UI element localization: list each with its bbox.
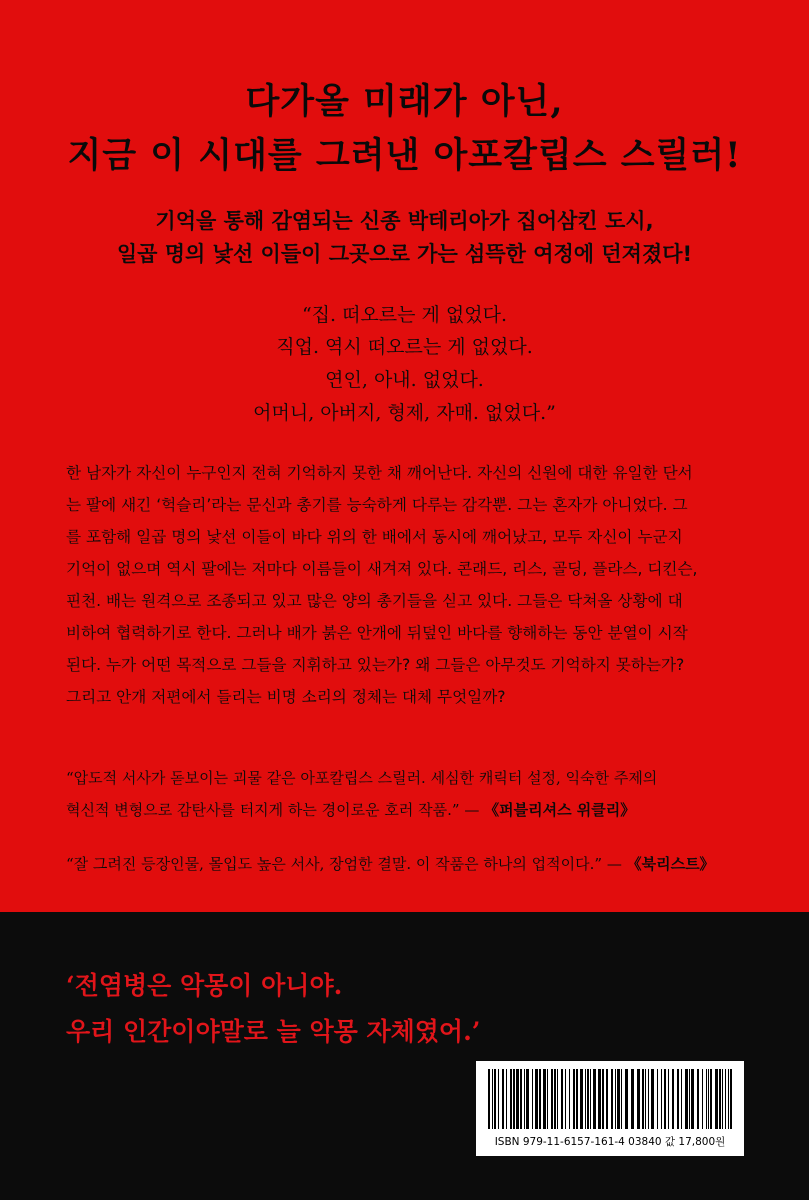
barcode-bar (697, 1069, 699, 1129)
barcode-bar (606, 1069, 608, 1129)
barcode-bar (637, 1069, 640, 1129)
barcode-bar (708, 1069, 709, 1129)
barcode-bar (689, 1069, 690, 1129)
synopsis-line: 비하여 협력하기로 한다. 그러나 배가 붉은 안개에 뒤덮인 바다를 향해하는 동안 분열이 시작 (66, 624, 688, 642)
barcode-bar (710, 1069, 712, 1129)
barcode-bar (502, 1069, 504, 1129)
barcode-bar (706, 1069, 707, 1129)
synopsis-line: 된다. 누가 어떤 목적으로 그들을 지휘하고 있는가? 왜 그들은 아무것도 기억하지 못하는가? (66, 656, 685, 674)
synopsis-line: 그리고 안개 저편에서 들리는 비명 소리의 정체는 대체 무엇일까? (66, 688, 506, 706)
barcode-bar (554, 1069, 556, 1129)
barcode-bar (672, 1069, 674, 1129)
barcode-bar (590, 1069, 591, 1129)
barcode-bar (715, 1069, 718, 1129)
barcode-bar (725, 1069, 726, 1129)
review-1-source: 《퍼블리셔스 위클리》 (484, 801, 636, 819)
synopsis-line: 핀천. 배는 원격으로 조종되고 있고 많은 양의 총기들을 싣고 있다. 그들은 닥쳐올 상황에 대 (66, 592, 683, 610)
barcode-bar (598, 1069, 601, 1129)
barcode-bar (526, 1069, 529, 1129)
barcode-bar (585, 1069, 586, 1129)
barcode-bar (524, 1069, 525, 1129)
barcode-bar (685, 1069, 688, 1129)
barcode-bar (492, 1069, 493, 1129)
review-2 (66, 853, 756, 874)
barcode-bar (587, 1069, 589, 1129)
closing-quote-line-1: ‘전염병은 악몽이 아니야. (66, 971, 343, 1000)
barcode-bar (573, 1069, 575, 1129)
closing-quote-line-2: 우리 인간이야말로 늘 악몽 자체였어.’ (66, 1017, 481, 1046)
review-1-line-2 (66, 799, 756, 820)
barcode-panel (476, 1061, 744, 1156)
barcode-bar (691, 1069, 694, 1129)
barcode-bar (664, 1069, 666, 1129)
synopsis-line: 를 포함해 일곱 명의 낯선 이들이 바다 위의 한 배에서 동시에 깨어났고, 모두 자신이 누군지 (66, 528, 683, 546)
barcode-bar (611, 1069, 613, 1129)
poem-line: “집. 떠오르는 게 없었다. (301, 304, 508, 326)
barcode-bar (569, 1069, 570, 1129)
barcode-bar (510, 1069, 512, 1129)
barcode-bar (488, 1069, 490, 1129)
barcode-bar (547, 1069, 548, 1129)
barcode-bar (617, 1069, 620, 1129)
barcode-bar (576, 1069, 578, 1129)
review-1-text: 혁신적 변형으로 감탄사를 터지게 하는 경이로운 호러 작품.” — (66, 801, 485, 819)
poem-line: 직업. 역시 떠오르는 게 없었다. (276, 336, 533, 358)
barcode-bar (677, 1069, 679, 1129)
barcode-bar (516, 1069, 519, 1129)
synopsis-line: 기억이 없으며 역시 팔에는 저마다 이름들이 새겨져 있다. 콘래드, 리스, 골딩, 플라스, 디킨슨, (66, 560, 698, 578)
barcode-bar (625, 1069, 628, 1129)
barcode-bar (513, 1069, 515, 1129)
barcode-bar (561, 1069, 563, 1129)
barcode-bar (532, 1069, 533, 1129)
barcode-bar (615, 1069, 616, 1129)
barcode-bar (539, 1069, 541, 1129)
barcode-icon (488, 1069, 732, 1129)
barcode-bar (651, 1069, 654, 1129)
barcode-bar (593, 1069, 596, 1129)
black-panel (0, 912, 809, 1200)
barcode-bar (621, 1069, 622, 1129)
headline-line-1: 다가올 미래가 아닌, (245, 81, 564, 122)
barcode-bar (565, 1069, 566, 1129)
barcode-bar (602, 1069, 604, 1129)
barcode-bar (722, 1069, 723, 1129)
barcode-bar (648, 1069, 649, 1129)
barcode-bar (668, 1069, 669, 1129)
barcode-bar (657, 1069, 658, 1129)
barcode-bar (730, 1069, 732, 1129)
barcode-bar (520, 1069, 522, 1129)
review-1-line-1: “압도적 서사가 돋보이는 괴물 같은 아포칼립스 스릴러. 세심한 캐릭터 설정, 익숙한 주제의 (66, 769, 658, 787)
barcode-bar (535, 1069, 538, 1129)
barcode-bar (498, 1069, 499, 1129)
barcode-bar (661, 1069, 662, 1129)
barcode-bar (681, 1069, 682, 1129)
review-2-text: “잘 그려진 등장인물, 몰입도 높은 서사, 장엄한 결말. 이 작품은 하나의 업적이다.” — (66, 855, 627, 873)
barcode-bar (642, 1069, 644, 1129)
synopsis-line: 는 팔에 새긴 ‘헉슬리’라는 문신과 총기를 능숙하게 다루는 감각뿐. 그는 혼자가 아니었다. 그 (66, 496, 688, 514)
barcode-bar (543, 1069, 546, 1129)
barcode-bar (702, 1069, 703, 1129)
barcode-bar (551, 1069, 553, 1129)
barcode-bar (645, 1069, 646, 1129)
synopsis-line: 한 남자가 자신이 누구인지 전혀 기억하지 못한 채 깨어난다. 자신의 신원에 대한 유일한 단서 (66, 464, 693, 482)
barcode-bar (494, 1069, 496, 1129)
barcode-bar (631, 1069, 634, 1129)
subheadline-line-2: 일곱 명의 낯선 이들이 그곳으로 가는 섬뜩한 여정에 던져졌다! (116, 242, 693, 266)
barcode-bar (728, 1069, 729, 1129)
barcode-bar (506, 1069, 507, 1129)
review-2-source: 《북리스트》 (626, 855, 715, 873)
poem-line: 어머니, 아버지, 형제, 자매. 없었다.” (253, 402, 556, 424)
poem-line: 연인, 아내. 없었다. (325, 369, 484, 391)
headline-line-2: 지금 이 시대를 그려낸 아포칼립스 스릴러! (67, 135, 742, 176)
barcode-bar (557, 1069, 558, 1129)
barcode-bar (719, 1069, 721, 1129)
subheadline-line-1: 기억을 통해 감염되는 신종 박테리아가 집어삼킨 도시, (155, 209, 654, 233)
barcode-bar (580, 1069, 583, 1129)
isbn-price-label: ISBN 979-11-6157-161-4 03840 값 17,800원 (494, 1136, 726, 1148)
